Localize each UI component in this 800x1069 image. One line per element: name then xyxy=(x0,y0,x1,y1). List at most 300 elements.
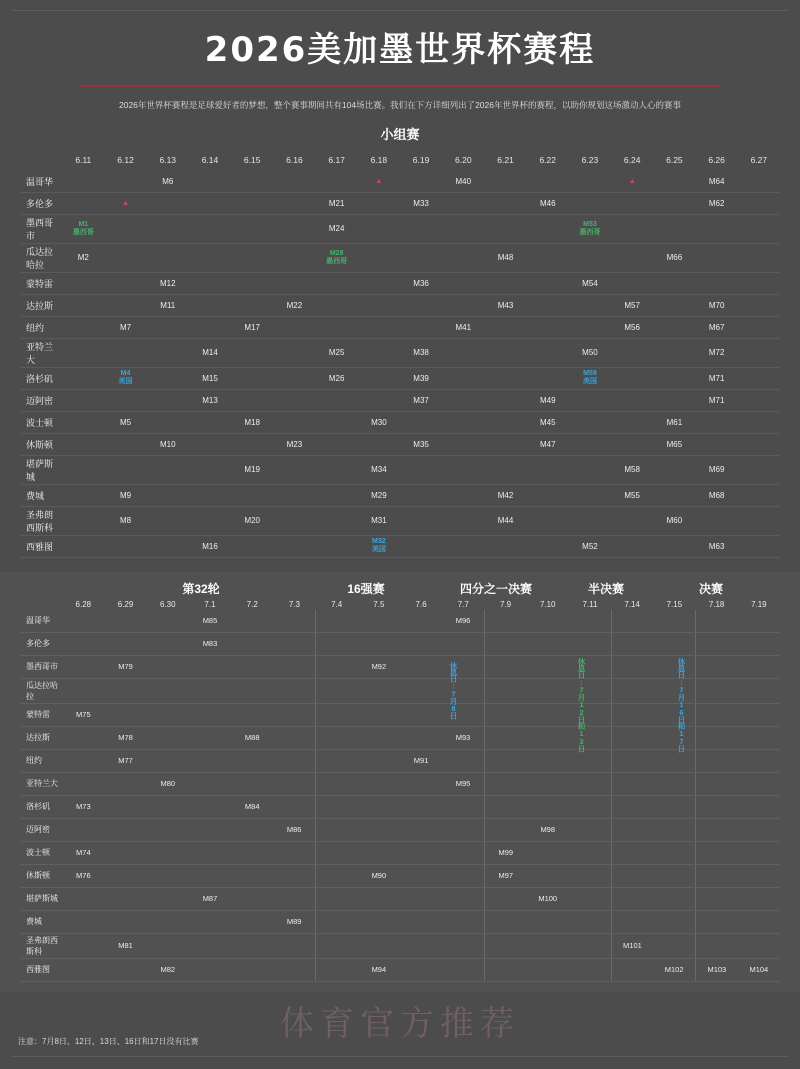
date-header: 6.25 xyxy=(666,154,683,165)
match-cell: M7 xyxy=(104,316,146,338)
table-row xyxy=(20,389,780,411)
match-cell xyxy=(400,795,442,818)
round-header-r16: 16强赛 xyxy=(347,581,385,596)
match-cell xyxy=(189,749,231,772)
match-cell xyxy=(738,864,780,887)
table-row xyxy=(20,535,780,557)
ko-date-header: 6.30 xyxy=(159,599,176,609)
match-cell xyxy=(611,703,653,726)
table-row xyxy=(20,678,780,703)
match-cell xyxy=(696,749,738,772)
match-cell xyxy=(400,958,442,981)
match-cell xyxy=(442,192,484,214)
match-cell xyxy=(231,294,273,316)
match-cell xyxy=(484,772,526,795)
match-cell xyxy=(738,192,780,214)
match-cell: M9 xyxy=(104,484,146,506)
match-cell: M14 xyxy=(189,338,231,367)
match-cell xyxy=(316,726,358,749)
match-cell xyxy=(316,703,358,726)
match-cell xyxy=(696,610,738,633)
match-cell: M10 xyxy=(147,433,189,455)
match-cell xyxy=(358,316,400,338)
match-cell: M82 xyxy=(147,958,189,981)
match-cell xyxy=(316,933,358,958)
match-cell xyxy=(273,864,315,887)
date-header: 6.14 xyxy=(201,154,219,165)
match-cell: M26 xyxy=(316,367,358,389)
match-cell xyxy=(273,841,315,864)
match-cell xyxy=(442,411,484,433)
match-cell xyxy=(611,171,653,193)
match-cell xyxy=(104,864,146,887)
match-cell xyxy=(569,294,611,316)
row-city-label: 洛杉矶 xyxy=(20,795,62,818)
match-cell xyxy=(569,795,611,818)
match-cell xyxy=(400,484,442,506)
ko-date-header: 7.10 xyxy=(539,599,556,609)
match-cell xyxy=(147,841,189,864)
table-row xyxy=(20,243,780,272)
match-cell xyxy=(104,703,146,726)
match-cell xyxy=(442,294,484,316)
match-cell: M101 xyxy=(611,933,653,958)
rest-note-2: 休息日:7月12日和13日 xyxy=(577,657,586,752)
match-cell xyxy=(738,678,780,703)
match-cell: M63 xyxy=(696,535,738,557)
match-cell: M45 xyxy=(527,411,569,433)
match-cell xyxy=(316,316,358,338)
match-cell xyxy=(442,484,484,506)
match-cell xyxy=(738,294,780,316)
match-cell xyxy=(569,484,611,506)
match-cell xyxy=(442,749,484,772)
row-city-label: 迈阿密 xyxy=(20,818,62,841)
match-cell xyxy=(653,887,695,910)
match-cell xyxy=(400,818,442,841)
match-cell xyxy=(527,841,569,864)
match-cell xyxy=(738,272,780,294)
match-cell xyxy=(653,772,695,795)
match-cell xyxy=(273,506,315,535)
match-cell xyxy=(527,749,569,772)
match-cell: M96 xyxy=(442,610,484,633)
match-cell xyxy=(273,171,315,193)
match-cell xyxy=(147,678,189,703)
ko-date-header: 7.7 xyxy=(457,599,469,609)
match-cell: M34 xyxy=(358,455,400,484)
match-cell xyxy=(696,506,738,535)
match-cell xyxy=(442,433,484,455)
match-cell xyxy=(484,632,526,655)
match-cell xyxy=(400,535,442,557)
match-cell xyxy=(147,887,189,910)
match-cell xyxy=(147,316,189,338)
table-row xyxy=(20,316,780,338)
match-cell xyxy=(696,433,738,455)
table-row xyxy=(20,272,780,294)
match-cell xyxy=(738,910,780,933)
match-cell xyxy=(273,610,315,633)
match-cell xyxy=(273,887,315,910)
match-cell xyxy=(527,338,569,367)
match-cell xyxy=(316,455,358,484)
table-row xyxy=(20,887,780,910)
match-cell xyxy=(484,678,526,703)
match-cell xyxy=(738,610,780,633)
match-cell xyxy=(484,338,526,367)
match-cell xyxy=(653,726,695,749)
match-cell xyxy=(358,433,400,455)
match-cell xyxy=(484,389,526,411)
match-cell xyxy=(358,535,400,557)
match-cell: M66 xyxy=(653,243,695,272)
date-header: 6.15 xyxy=(243,154,261,165)
match-cell xyxy=(231,655,273,678)
match-cell xyxy=(189,506,231,535)
match-cell xyxy=(273,316,315,338)
match-cell xyxy=(400,214,442,243)
match-cell: M93 xyxy=(442,726,484,749)
knockout-section xyxy=(0,572,800,992)
match-cell xyxy=(653,389,695,411)
match-cell xyxy=(231,887,273,910)
match-cell xyxy=(62,632,104,655)
match-cell: M23 xyxy=(273,433,315,455)
match-cell xyxy=(147,749,189,772)
match-cell xyxy=(527,864,569,887)
match-cell: M8 xyxy=(104,506,146,535)
row-city-label: 多伦多 xyxy=(20,192,62,214)
match-cell xyxy=(738,484,780,506)
match-cell xyxy=(104,887,146,910)
match-cell xyxy=(569,958,611,981)
match-cell xyxy=(273,367,315,389)
match-cell xyxy=(400,610,442,633)
match-cell xyxy=(527,678,569,703)
match-cell xyxy=(104,171,146,193)
match-cell: M56 xyxy=(611,316,653,338)
match-cell xyxy=(738,455,780,484)
match-cell xyxy=(62,272,104,294)
host-match-badge: M59 美国 xyxy=(582,370,597,386)
host-match-badge: ▲ xyxy=(628,178,636,186)
date-header: 6.18 xyxy=(370,154,388,165)
row-city-label: 亚特兰大 xyxy=(20,338,62,367)
table-row xyxy=(20,864,780,887)
match-cell xyxy=(442,841,484,864)
match-cell xyxy=(104,272,146,294)
row-city-label: 迈阿密 xyxy=(20,389,62,411)
match-cell: M58 xyxy=(611,455,653,484)
match-cell: M43 xyxy=(484,294,526,316)
row-city-label: 休斯顿 xyxy=(20,433,62,455)
row-city-label: 堪萨斯城 xyxy=(20,887,62,910)
match-cell: M57 xyxy=(611,294,653,316)
match-cell xyxy=(147,192,189,214)
match-cell xyxy=(611,958,653,981)
row-city-label: 达拉斯 xyxy=(20,726,62,749)
match-cell xyxy=(400,171,442,193)
match-cell xyxy=(358,338,400,367)
match-cell: M13 xyxy=(189,389,231,411)
match-cell: M33 xyxy=(400,192,442,214)
match-cell xyxy=(316,841,358,864)
match-cell xyxy=(62,214,104,243)
match-cell xyxy=(231,818,273,841)
match-cell xyxy=(400,772,442,795)
table-row xyxy=(20,632,780,655)
match-cell xyxy=(696,632,738,655)
match-cell xyxy=(442,389,484,411)
match-cell xyxy=(147,506,189,535)
match-cell xyxy=(273,933,315,958)
match-cell xyxy=(653,655,695,678)
match-cell xyxy=(400,455,442,484)
match-cell xyxy=(273,484,315,506)
match-cell xyxy=(62,294,104,316)
match-cell xyxy=(569,818,611,841)
knockout-table xyxy=(20,599,780,982)
match-cell: M41 xyxy=(442,316,484,338)
match-cell xyxy=(653,749,695,772)
match-cell xyxy=(147,795,189,818)
match-cell xyxy=(62,316,104,338)
ko-date-header: 7.2 xyxy=(246,599,258,609)
match-cell xyxy=(611,610,653,633)
match-cell xyxy=(484,726,526,749)
match-cell xyxy=(527,933,569,958)
round-header-r32: 第32轮 xyxy=(182,581,220,596)
match-cell xyxy=(569,772,611,795)
match-cell xyxy=(358,795,400,818)
match-cell xyxy=(316,772,358,795)
row-city-label: 温哥华 xyxy=(20,171,62,193)
match-cell xyxy=(696,655,738,678)
match-cell: M38 xyxy=(400,338,442,367)
match-cell xyxy=(147,367,189,389)
match-cell: M62 xyxy=(696,192,738,214)
match-cell xyxy=(400,316,442,338)
match-cell xyxy=(231,910,273,933)
match-cell: M85 xyxy=(189,610,231,633)
match-cell xyxy=(611,655,653,678)
match-cell xyxy=(484,316,526,338)
match-cell xyxy=(62,726,104,749)
row-city-label: 纽约 xyxy=(20,316,62,338)
match-cell xyxy=(62,171,104,193)
match-cell xyxy=(231,192,273,214)
table-row xyxy=(20,818,780,841)
match-cell xyxy=(358,749,400,772)
match-cell xyxy=(358,910,400,933)
match-cell xyxy=(358,678,400,703)
match-cell xyxy=(358,818,400,841)
match-cell xyxy=(653,933,695,958)
match-cell xyxy=(358,887,400,910)
match-cell: M54 xyxy=(569,272,611,294)
match-cell xyxy=(484,933,526,958)
match-cell xyxy=(62,678,104,703)
match-cell xyxy=(62,749,104,772)
match-cell xyxy=(738,655,780,678)
match-cell xyxy=(569,910,611,933)
row-city-label: 费城 xyxy=(20,484,62,506)
table-row xyxy=(20,726,780,749)
match-cell xyxy=(611,338,653,367)
table-row xyxy=(20,294,780,316)
match-cell xyxy=(653,678,695,703)
match-cell xyxy=(147,214,189,243)
match-cell xyxy=(189,772,231,795)
ko-date-header: 7.6 xyxy=(415,599,427,609)
match-cell xyxy=(653,535,695,557)
match-cell xyxy=(484,887,526,910)
row-city-label: 纽约 xyxy=(20,749,62,772)
match-cell xyxy=(400,910,442,933)
host-match-badge: ▲ xyxy=(375,178,383,186)
match-cell xyxy=(569,933,611,958)
match-cell xyxy=(696,214,738,243)
table-row xyxy=(20,411,780,433)
row-city-label: 休斯顿 xyxy=(20,864,62,887)
match-cell xyxy=(527,958,569,981)
match-cell xyxy=(231,389,273,411)
match-cell xyxy=(273,535,315,557)
group-stage-grid xyxy=(0,151,800,558)
host-match-badge: M28 墨西哥 xyxy=(326,249,348,265)
table-row xyxy=(20,933,780,958)
match-cell: M40 xyxy=(442,171,484,193)
match-cell xyxy=(569,243,611,272)
match-cell xyxy=(189,171,231,193)
rest-note-3: 休息日:7月16日和17日 xyxy=(677,657,686,752)
match-cell: M2 xyxy=(62,243,104,272)
table-row xyxy=(20,214,780,243)
match-cell xyxy=(231,678,273,703)
match-cell xyxy=(147,484,189,506)
match-cell xyxy=(147,535,189,557)
match-cell xyxy=(62,389,104,411)
match-cell xyxy=(62,192,104,214)
match-cell: M91 xyxy=(400,749,442,772)
match-cell xyxy=(527,726,569,749)
match-cell xyxy=(653,703,695,726)
match-cell xyxy=(611,411,653,433)
match-cell xyxy=(104,772,146,795)
ko-date-header: 7.5 xyxy=(373,599,385,609)
row-city-label: 费城 xyxy=(20,910,62,933)
match-cell xyxy=(484,703,526,726)
match-cell xyxy=(316,795,358,818)
match-cell xyxy=(569,749,611,772)
match-cell xyxy=(231,958,273,981)
match-cell xyxy=(696,703,738,726)
table-row xyxy=(20,171,780,193)
match-cell xyxy=(484,910,526,933)
match-cell xyxy=(738,703,780,726)
row-city-label: 墨西哥市 xyxy=(20,214,62,243)
match-cell xyxy=(484,455,526,484)
match-cell xyxy=(484,795,526,818)
row-city-label: 圣弗朗西斯科 xyxy=(20,933,62,958)
match-cell xyxy=(273,632,315,655)
row-city-label: 达拉斯 xyxy=(20,294,62,316)
match-cell xyxy=(358,214,400,243)
row-city-label: 蒙特雷 xyxy=(20,272,62,294)
match-cell: M42 xyxy=(484,484,526,506)
match-cell: M44 xyxy=(484,506,526,535)
match-cell xyxy=(273,958,315,981)
match-cell xyxy=(738,243,780,272)
match-cell xyxy=(189,272,231,294)
match-cell xyxy=(484,818,526,841)
match-cell xyxy=(316,818,358,841)
ko-date-header: 6.29 xyxy=(117,599,134,609)
match-cell: M52 xyxy=(569,535,611,557)
match-cell xyxy=(189,864,231,887)
date-header: 6.24 xyxy=(623,154,641,165)
match-cell xyxy=(147,703,189,726)
match-cell: M60 xyxy=(653,506,695,535)
match-cell: M39 xyxy=(400,367,442,389)
match-cell xyxy=(696,887,738,910)
match-cell xyxy=(442,632,484,655)
match-cell xyxy=(569,316,611,338)
match-cell xyxy=(400,243,442,272)
match-cell xyxy=(611,367,653,389)
match-cell: M76 xyxy=(62,864,104,887)
match-cell xyxy=(231,864,273,887)
match-cell xyxy=(62,338,104,367)
match-cell xyxy=(484,610,526,633)
row-city-label: 多伦多 xyxy=(20,632,62,655)
match-cell: M61 xyxy=(653,411,695,433)
match-cell xyxy=(316,632,358,655)
match-cell xyxy=(147,864,189,887)
match-cell xyxy=(527,214,569,243)
match-cell xyxy=(484,367,526,389)
match-cell xyxy=(611,506,653,535)
match-cell xyxy=(400,655,442,678)
match-cell xyxy=(231,433,273,455)
knockout-body xyxy=(20,610,780,982)
group-stage-body xyxy=(20,171,780,558)
match-cell xyxy=(569,411,611,433)
ko-date-header: 7.9 xyxy=(499,599,512,609)
table-row xyxy=(20,610,780,633)
match-cell xyxy=(104,818,146,841)
match-cell: M94 xyxy=(358,958,400,981)
match-cell xyxy=(653,864,695,887)
table-row xyxy=(20,795,780,818)
match-cell xyxy=(738,367,780,389)
match-cell xyxy=(273,703,315,726)
match-cell xyxy=(653,214,695,243)
match-cell xyxy=(696,726,738,749)
match-cell xyxy=(527,772,569,795)
match-cell xyxy=(400,411,442,433)
match-cell xyxy=(147,655,189,678)
match-cell xyxy=(316,535,358,557)
match-cell xyxy=(104,910,146,933)
match-cell xyxy=(316,958,358,981)
round-header-sf: 半决赛 xyxy=(587,581,624,596)
match-cell xyxy=(484,272,526,294)
match-cell: M47 xyxy=(527,433,569,455)
match-cell xyxy=(569,455,611,484)
watermark: 体育官方推荐 xyxy=(280,1004,520,1044)
